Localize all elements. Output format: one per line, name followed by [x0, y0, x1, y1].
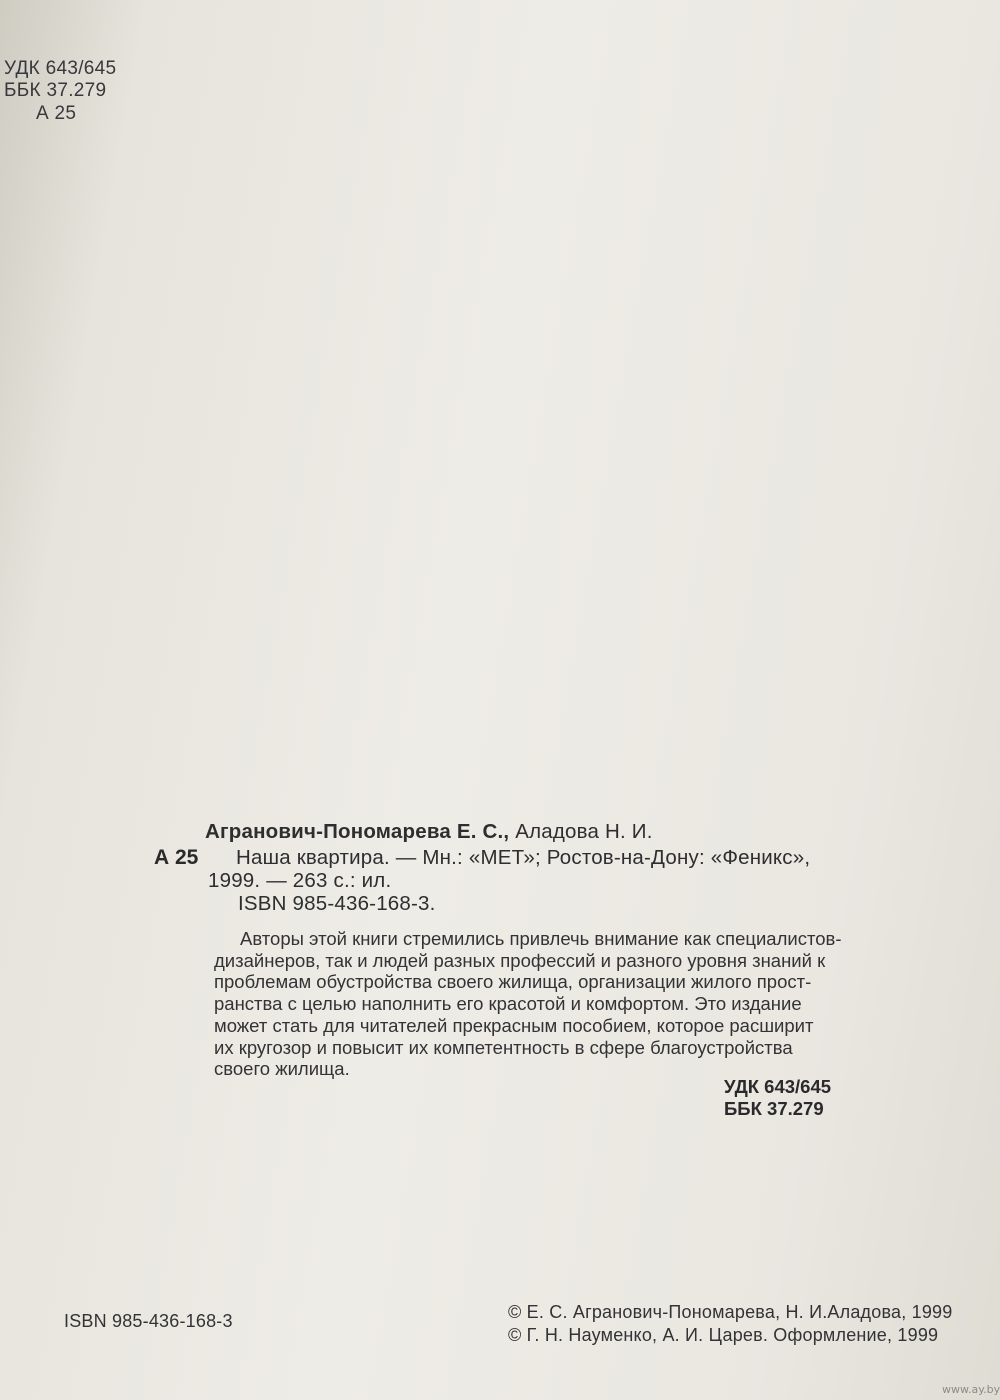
stamp-bbk: ББК 37.279	[4, 80, 107, 101]
classification-udk: УДК 643/645	[724, 1076, 832, 1097]
annotation-line: может стать для читателей прекрасным пособием, которое расширит	[214, 1014, 814, 1036]
classification-bbk: ББК 37.279	[724, 1098, 824, 1119]
annotation-line: своего жилища.	[214, 1058, 350, 1080]
footer-isbn: ISBN 985-436-168-3	[64, 1311, 233, 1331]
stamp-code: А 25	[36, 103, 77, 124]
authors-bold: Агранович-Пономарева Е. С.,	[205, 820, 510, 843]
annotation-line: Авторы этой книги стремились привлечь внимание как специалистов-	[240, 928, 842, 949]
copyright-authors: © Е. С. Агранович-Пономарева, Н. И.Аладова, 1999	[508, 1302, 953, 1322]
isbn-line: ISBN 985-436-168-3.	[238, 892, 436, 915]
annotation-line: дизайнеров, так и людей разных профессий и разного уровня знаний к	[214, 949, 826, 971]
annotation	[214, 928, 854, 1080]
copyright-design: © Г. Н. Науменко, А. И. Царев. Оформление, 1999	[508, 1325, 939, 1345]
year-line: 1999. — 263 с.: ил.	[208, 869, 392, 892]
site-watermark: www.ay.by	[942, 1383, 1000, 1396]
title-line: Наша квартира. — Мн.: «МЕТ»; Ростов-на-Дону: «Феникс»,	[236, 846, 811, 869]
authors-line	[205, 820, 653, 844]
annotation-line: ранства с целью наполнить его красотой и комфортом. Это издание	[214, 993, 802, 1015]
catalog-index: А 25	[154, 846, 199, 869]
annotation-line: проблемам обустройства своего жилища, организации жилого прост-	[214, 971, 812, 993]
coauthor: Аладова Н. И.	[515, 820, 653, 843]
stamp-udk: УДК 643/645	[4, 58, 117, 79]
annotation-line: их кругозор и повысит их компетентность в сфере благоустройства	[214, 1036, 793, 1058]
